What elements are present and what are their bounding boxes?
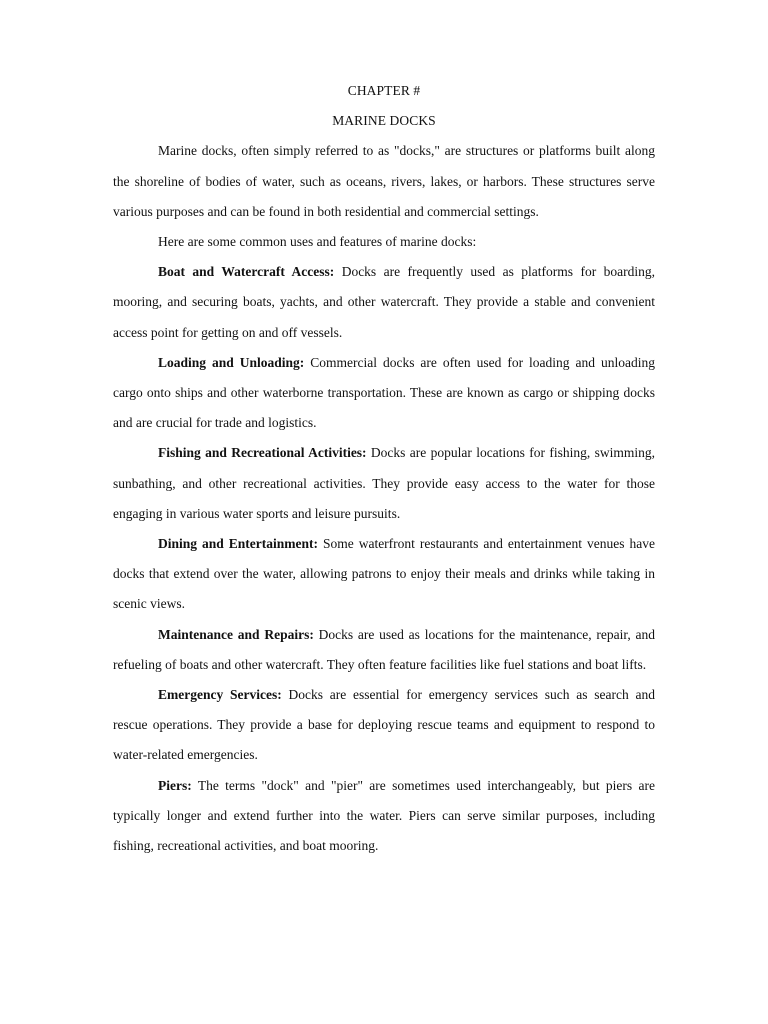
item-text: Docks are essential for emergency services such as search and rescue operations. They provide a base for deploying rescue teams and equipment to respond to water-related emergencies.: [113, 687, 655, 763]
item-term: Boat and Watercraft Access:: [158, 264, 335, 280]
item-text: Some waterfront restaurants and entertainment venues have docks that extend over the water, allowing patrons to enjoy their meals and drinks while taking in scenic views.: [113, 536, 655, 612]
intro-paragraph: Marine docks, often simply referred to as "docks," are structures or platforms built along the shoreline of bodies of water, such as oceans, rivers, lakes, or harbors. These structures serve various purposes and can be found in both residential and commercial settings.: [113, 143, 655, 219]
item-dining-entertainment: [113, 529, 655, 620]
item-piers: [113, 771, 655, 862]
item-loading-unloading: [113, 348, 655, 439]
item-text: Commercial docks are often used for loading and unloading cargo onto ships and other waterborne transportation. These are known as cargo or shipping docks and are crucial for trade and logistics.: [113, 354, 655, 431]
item-boat-access: [113, 257, 655, 348]
item-term: Fishing and Recreational Activities:: [158, 445, 367, 461]
item-maintenance-repairs: [113, 620, 655, 680]
item-text: The terms "dock" and "pier" are sometimes used interchangeably, but piers are typically longer and extend further into the water. Piers can serve similar purposes, including fishing, recreational activities, and boat mooring.: [113, 777, 655, 854]
item-text: Docks are popular locations for fishing, swimming, sunbathing, and other recreational activities. They provide easy access to the water for those engaging in various water sports and leisure pursuits.: [113, 445, 655, 521]
chapter-title: MARINE DOCKS: [332, 113, 436, 129]
lead-in-paragraph: Here are some common uses and features of marine docks:: [158, 234, 477, 250]
item-term: Maintenance and Repairs:: [158, 626, 314, 642]
item-term: Piers:: [158, 777, 192, 793]
item-term: Emergency Services:: [158, 687, 282, 703]
item-text: Docks are frequently used as platforms for boarding, mooring, and securing boats, yachts, and other watercraft. They provide a stable and convenient access point for getting on and off vessels.: [113, 264, 655, 340]
item-term: Dining and Entertainment:: [158, 536, 318, 552]
item-text: Docks are used as locations for the maintenance, repair, and refueling of boats and other watercraft. They often feature facilities like fuel stations and boat lifts.: [113, 626, 655, 672]
item-term: Loading and Unloading:: [158, 354, 305, 370]
item-fishing-recreation: [113, 438, 655, 529]
item-emergency-services: [113, 680, 655, 771]
chapter-label: CHAPTER #: [347, 83, 421, 98]
document-page: [113, 76, 655, 861]
